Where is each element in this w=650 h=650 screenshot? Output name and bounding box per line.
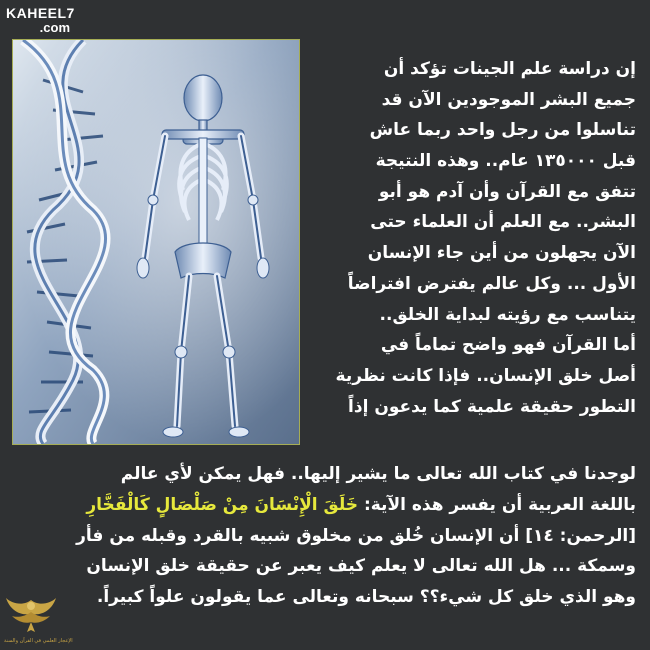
article-line: جميع البشر الموجودين الآن قد (381, 89, 636, 110)
article-line: أما القرآن فهو واضح تماماً في (380, 335, 636, 356)
article-line: إن دراسة علم الجينات تؤكد أن (383, 59, 636, 79)
quran-verse: خَلَقَ الْإِنْسَانَ مِنْ صَلْصَالٍ كَالْفَخَّارِ (86, 494, 359, 515)
article-line: البشر.. مع العلم أن العلماء حتى (370, 212, 636, 233)
article-line: [الرحمن: ١٤] أن الإنسان خُلق من مخلوق شبيه بالقرد وقبله من فأر (76, 525, 636, 546)
article-line-with-verse (11, 490, 636, 521)
logo-name: KAHEEL7 (6, 5, 75, 21)
article-line: يتناسب مع رؤيته لبداية الخلق.. (379, 304, 636, 325)
article-right-column (336, 54, 636, 422)
logo-domain: .com (39, 20, 70, 35)
article-full-width (11, 459, 636, 613)
emblem-caption: الإعجاز العلمي في القرآن والسنة (4, 638, 73, 644)
article-line: تناسلوا من رجل واحد ربما عاش (369, 120, 636, 141)
skeleton-dna-image (12, 39, 300, 445)
article-line: لوجدنا في كتاب الله تعالى ما يشير إليها.. فهل يمكن لأي عالم (120, 464, 636, 484)
article-line: الآن يجهلون من أين جاء الإنسان (367, 243, 636, 264)
article-line: الأول ... وكل عالم يفترض افتراضاً (347, 273, 636, 294)
site-logo[interactable] (6, 5, 75, 35)
article-line-text: باللغة العربية أن يفسر هذه الآية: (358, 494, 636, 515)
article-line: وسمكة ... هل الله تعالى لا يعلم كيف يعبر عن حقيقة خلق الإنسان (86, 556, 636, 577)
article-line: وهو الذي خلق كل شيء؟؟ سبحانه وتعالى عما يقولون علواً كبيراً. (96, 587, 636, 608)
article-line: أصل خلق الإنسان.. فإذا كانت نظرية (335, 365, 636, 386)
article-line: التطور حقيقة علمية كما يدعون إذاً (348, 396, 636, 417)
article-line: قبل ١٣٥٠٠٠ عام.. وهذه النتيجة (375, 151, 636, 172)
article-line: تتفق مع القرآن وأن آدم هو أبو (378, 181, 636, 202)
